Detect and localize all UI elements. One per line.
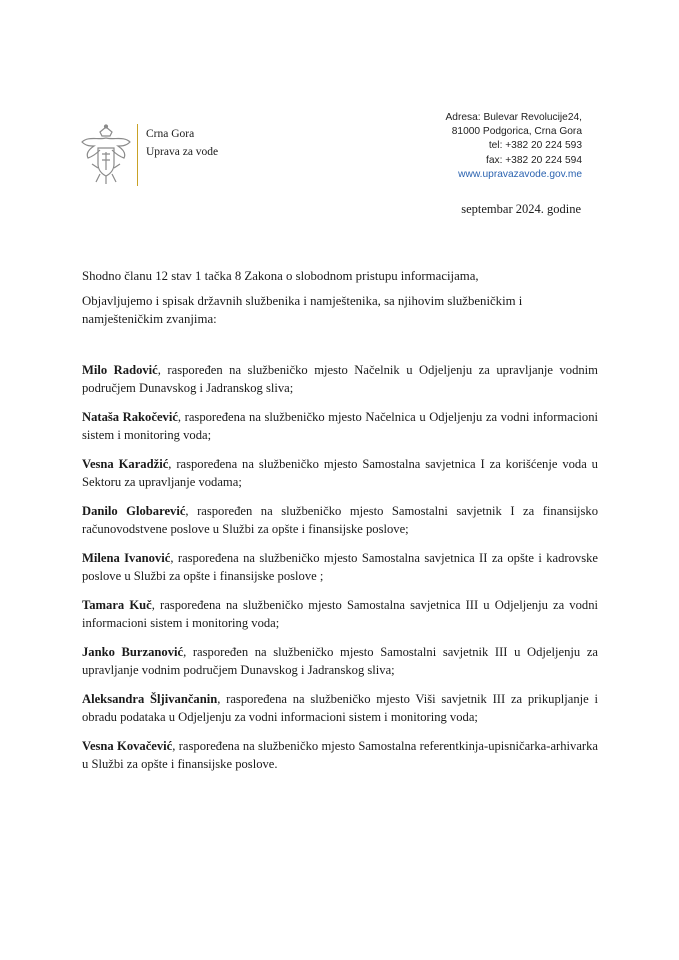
employee-entry (82, 738, 598, 773)
header-divider (137, 124, 138, 186)
telephone: tel: +382 20 224 593 (488, 140, 582, 152)
employee-entry (82, 550, 598, 585)
employee-list (82, 362, 598, 785)
employee-position: , raspoređen na službeničko mjesto Načelnik u Odjeljenju za upravljanje vodnim područjem Dunavskog i Jadranskog sliva; (82, 363, 598, 395)
employee-entry (82, 691, 598, 726)
employee-name: Aleksandra Šljivančanin (82, 692, 218, 706)
employee-position: , raspoređena na službeničko mjesto Samostalna referentkinja-upisničarka-arhivarka u Službi za opšte i finansijske poslove. (82, 739, 598, 771)
website-link[interactable]: www.upravazavode.gov.me (458, 168, 582, 180)
contact-block (446, 111, 582, 182)
employee-entry (82, 644, 598, 679)
employee-name: Nataša Rakočević (82, 410, 178, 424)
employee-name: Milo Radović (82, 363, 158, 377)
employee-name: Milena Ivanović (82, 551, 171, 565)
employee-entry (82, 456, 598, 491)
employee-name: Vesna Kovačević (82, 739, 173, 753)
organization-block (146, 125, 218, 161)
address-line-1: Adresa: Bulevar Revolucije24, (445, 112, 582, 123)
country-name: Crna Gora (146, 128, 195, 140)
address-line-2: 81000 Podgorica, Crna Gora (451, 126, 582, 138)
employee-entry (82, 597, 598, 632)
employee-position: , raspoređena na službeničko mjesto Samostalna savjetnica II za opšte i kadrovske poslove u Službi za opšte i finansijske poslove ; (82, 551, 598, 583)
employee-name: Janko Burzanović (82, 645, 184, 659)
employee-name: Danilo Globarević (82, 504, 186, 518)
employee-position: , raspoređena na službeničko mjesto Načelnica u Odjeljenju za vodni informacioni sistem i monitoring voda; (82, 410, 598, 442)
agency-name: Uprava za vode (146, 146, 219, 158)
employee-entry (82, 503, 598, 538)
employee-name: Vesna Karadžić (82, 457, 169, 471)
employee-name: Tamara Kuč (82, 598, 152, 612)
intro-paragraph: Objavljujemo i spisak državnih službenika i namještenika, sa njihovim službeničkim i namješteničkim zvanjima: (82, 294, 523, 326)
fax: fax: +382 20 224 594 (485, 154, 582, 166)
employee-position: , raspoređena na službeničko mjesto Viši savjetnik III za prikupljanje i obradu podataka u Odjeljenju za vodni informacioni sistem i monitoring voda; (82, 692, 598, 724)
document-date: septembar 2024. godine (461, 202, 581, 216)
employee-entry (82, 409, 598, 444)
employee-entry (82, 362, 598, 397)
employee-position: , raspoređena na službeničko mjesto Samostalna savjetnica III u Odjeljenju za vodni informacioni sistem i monitoring voda; (82, 598, 598, 630)
coat-of-arms-icon (78, 124, 134, 186)
employee-position: , raspoređena na službeničko mjesto Samostalna savjetnica I za korišćenje voda u Sektoru za upravljanje vodama; (82, 457, 598, 489)
employee-position: , raspoređen na službeničko mjesto Samostalni savjetnik I za finansijsko računovodstvene poslove u Službi za opšte i finansijske poslove; (82, 504, 598, 536)
employee-position: , raspoređen na službeničko mjesto Samostalni savjetnik III u Odjeljenju za upravljanje vodnim područjem Dunavskog i Jadranskog sliva; (82, 645, 598, 677)
legal-basis-paragraph: Shodno članu 12 stav 1 tačka 8 Zakona o slobodnom pristupu informacijama, (82, 269, 479, 283)
